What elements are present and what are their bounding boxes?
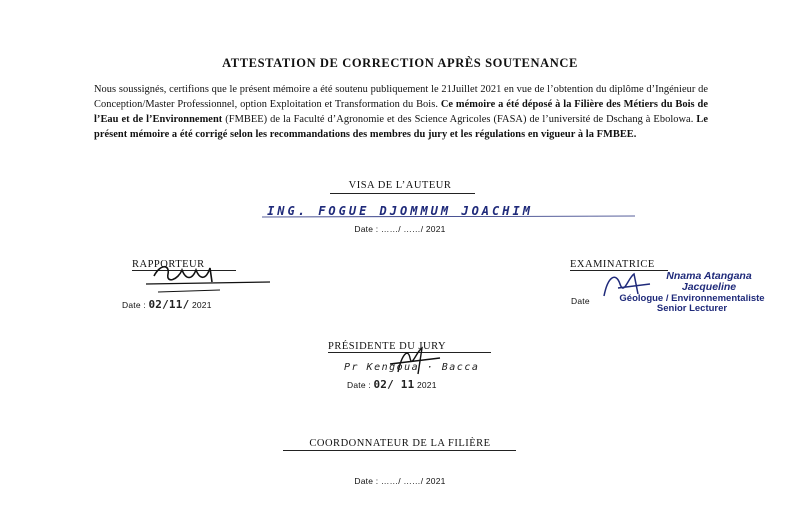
presidente-date: Date : 02/ 11 2021 [347, 378, 437, 391]
presidente-label: PRÉSIDENTE DU JURY [328, 341, 447, 352]
examinatrice-stamp-title: Géologue / Environnementaliste Senior Lecturer [619, 293, 765, 314]
rapporteur-signature [140, 258, 280, 298]
rapporteur-date-handwritten: 02/11/ [148, 298, 190, 311]
paragraph-part-2: Ce mémoire a été déposé à la Filière des Métiers du Bois de l’Eau et de l’Environnement [94, 99, 708, 125]
paragraph-part-1: Nous soussignés, certifions que le présent mémoire a été soutenu publiquement le 21Juillet 2021 en vue de l’obtention du diplôme d’Ingénieur de Conception/Master Professionnel, option Exploitation et Transformation du Bois. [94, 84, 708, 110]
author-signature: ING. FOGUE DJOMMUM JOACHIM [267, 204, 533, 218]
presidente-date-handwritten: 02/ 11 [373, 378, 415, 391]
visa-underline [330, 193, 475, 194]
document-title: ATTESTATION DE CORRECTION APRÈS SOUTENANCE [222, 56, 578, 70]
presidente-signature-text: Pr Kengoua · Bacca [344, 362, 480, 373]
coordonnateur-underline [283, 450, 516, 451]
attestation-paragraph [94, 82, 708, 142]
paragraph-part-4: Le présent mémoire a été corrigé selon les recommandations des membres du jury et les régulations en vigueur à la FMBEE. [94, 114, 708, 140]
paragraph-part-3: (FMBEE) de la Faculté d’Agronomie et des Science Agricoles (FASA) de l’université de Dschang à Ebolowa. [222, 114, 694, 125]
coordonnateur-date: Date : ……/ ……/ 2021 [354, 476, 446, 486]
coordonnateur-label: COORDONNATEUR DE LA FILIÈRE [309, 438, 491, 449]
rapporteur-label: RAPPORTEUR [132, 259, 205, 270]
examinatrice-label: EXAMINATRICE [570, 259, 655, 270]
visa-date: Date : ……/ ……/ 2021 [354, 224, 446, 234]
examinatrice-date-label: Date [571, 296, 590, 306]
rapporteur-date: Date : 02/11/ 2021 [122, 298, 212, 311]
examinatrice-stamp-name: Nnama Atangana Jacqueline [666, 270, 752, 293]
visa-auteur-label: VISA DE L’AUTEUR [348, 180, 452, 191]
